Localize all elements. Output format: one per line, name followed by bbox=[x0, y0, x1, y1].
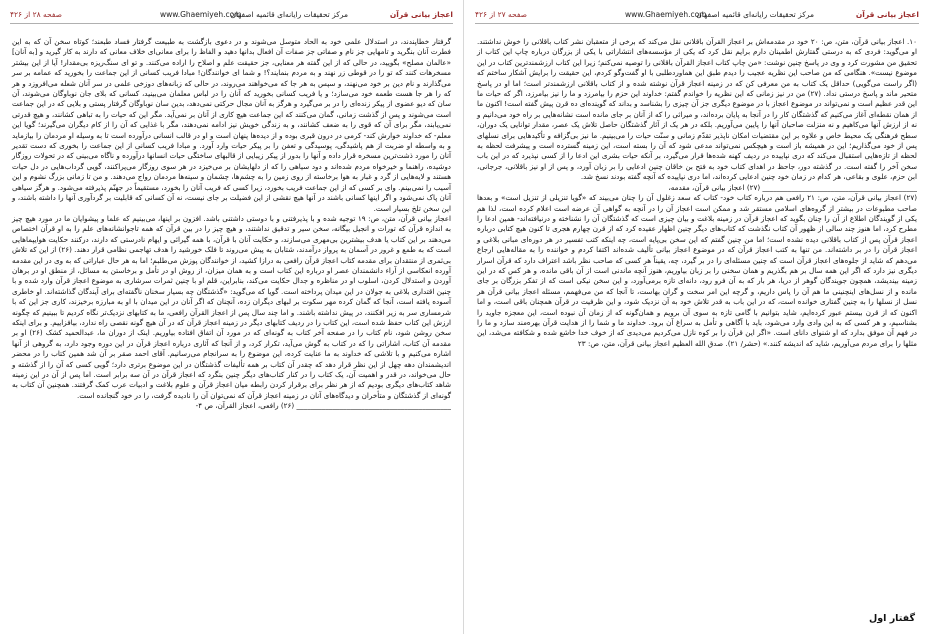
page-body bbox=[477, 37, 917, 626]
publisher-name: مرکز تحقیقات رایانه‌ای قائمیه اصفهان bbox=[696, 10, 814, 19]
book-title: اعجاز بیانی قرآن bbox=[855, 10, 919, 19]
page-header bbox=[475, 9, 919, 23]
page-header bbox=[10, 9, 453, 23]
header-rule bbox=[475, 23, 919, 24]
section-heading: گفتار اول bbox=[869, 613, 915, 624]
body-paragraph: ۱۰. اعجاز بیانی قرآن، متن، ص: ۲۰ خود در مقدمه‌اش بر اعجاز القرآن باقلانی نقل می‌کند که برخی از متعقبان نشر کتاب باقلانی را خوش نداشتند. او می‌گوید: فردی که به درستی گفتارش اطمینان دارم برایم نقل کرد که یکی از مؤسسه‌های انتشاراتی با یکی از بزرگان درباره چاپ این کتاب از تحقیق من مشورت کرد و وی در پاسخ چنین نوشت: «من چاپ کتاب اعجاز القرآن باقلانی را توصیه نمی‌کنم؛ زیرا این کتاب ارزشمندترین کتاب در این موضوع نیست». هنگامی که من صاحب این نظریه عجیب را دیدم طبق این هماوردطلبی با او گفت‌وگو کردم، این حقیقت را برایش آشکار ساختم که (اگر راست می‌گویی) حداقل یک کتاب به من معرفی کن که در زمینه اعجاز قرآن نوشته شده و از کتاب باقلانی ارزشمندتر است؛ اما او در پاسخ متحیر ماند و پاسخ درستی نداد. (۲۷) من در نیز زمانی که این نظریه را خواندم گفتم: خداوند این حزم را بیامرزد و ما را نیز بیامرزد، اگر که حیات ما این قدر عظیم است و نمی‌تواند در موضوع اعجاز با در موضوع دیگری جز آن چیزی را بشناسد و بداند که گوینده‌ای ده قرن پیش گفته است! اکنون ما از همان نقطه‌ای آغاز می‌کنیم که گذشتگان کار را در آنجا به پایان برده‌اند، و میراثی را که از آنان بر جای مانده است نشانه‌هایی بر راه خود می‌دانیم و نه از ارزش آنها می‌کاهیم و نه منزلت صاحبان آنها را پایین می‌آوریم. بلکه در هر یک از آثار گذشتگان حاصل تلاش یک عصر، مقدار توانایی یک دوران، سطح فرهنگی یک محیط خاص و علاوه بر این مقتضیات امکان ناپذیر تقدّم زمانی و سنّت حیات را می‌بینیم. ما نیز بی‌گزافه و تأکیدهایی برای نسلهای پس از خود می‌گذاریم؛ این در همیشه باز است و هیچکس نمی‌تواند مدعی شود که آن را بسته است، این زمینه گسترده است و پیشرفت لحظه به لحظه از تازه‌هایی استقبال می‌کند که دری نپاییده در ردیف کهنه شده‌ها قرار می‌گیرد، بر آنکه حیات بشری این ادعا را از کسی نپذیرد که در این باب سخن آخر را گفته است. در گذشته دور، جاحظ در اهدای کتاب خود به فتح بن خاقان چنین ادعایی را بر زبان آورد، و پس از او نیز باقلانی، جرجانی، ابن حزم، علوی و بقاعی، هر کدام در زمان خود چنین ادعایی کرده‌اند، اما دری نپاییده که آنچه گفته بودند نسخ شد. bbox=[477, 37, 917, 182]
book-title: اعجاز بیانی قرآن bbox=[389, 10, 453, 19]
left-page bbox=[0, 0, 464, 634]
header-rule bbox=[10, 23, 453, 24]
body-paragraph: گرفتار خطاپندند، در استدلال علمی خود به الحاد متوسل می‌شوند و در دعوی بازگشت به طبیعت گرفتار فساد طبعند؛ کوتاه سخن آن که به این فطرت آنان بنگرید و تامهایی جز نام و صفاتی جز صفات آن افعال بدانها دهید و الفاظ را برای معانی‌ای خلاف معانی که دارند به کار گیرید و [به آنان] «عالمان مصلح» بگویید، در حالی که از این گفته هر معنایی، جز حقیقت علم و اصلاح را اراده می‌کنند. و تو ای سنگ‌ریزه بی‌مقدار! آیا از این بیشتر مسخرهات کنند که تو را در قوطی زر نهند و به مردم بنمایند؟! و شما ای خوانندگان! مبادا فریب کسانی از این جماعت را بخورید که عمامه بر سر می‌گذارند و نام دین بر خود می‌نهند، و سپس به هر جا که می‌خواهند می‌روند، در حالی که زبانه‌های دوزخی علمی در سر آنان شعله می‌افروزد و هر که را هر جا هست طعمه خود می‌سازد؛ و یا فریب کسانی بخورید که آنان را در لباس معلمان می‌بینید، کسانی که بلای جان نوباوگان می‌شوند، آن سان که دیو عضوی از پیکر زنده‌ای را در بر می‌گیرد و هرگز به آنان مجال حرکتی نمی‌دهد، بدین سان نوباوگان گرفتار پستی و بلایی که در این جماعت است می‌شوند و پس از گذشت زمانی، گمان می‌کنند که این جماعت هیچ کاری از آنان بر نمی‌آید. مگر این که حیات را به تباهی کشانند، و هیچ قدرتی نمی‌یابند، مگر برای آن که قوی را به ضعف کشانند، و به زندگی خویش نیز ادامه نمی‌دهند، مگر با غذایی که آن را از کام دیگران می‌گیرند؛ گویا این معلم- که خداوند خوارش کند- کرمی در درون قبری بوده و از دیده‌ها پنهان است و او در قالب انسانی درآورده است تا به وسیله او مردمان را بیازماید و به واسطه او ضربت از هم پاشیدگی، پوسیدگی و تعفن را بر پیکر حیات وارد آورد. و مبادا فریب کسانی از این جماعت را بخوری که دست تقدیر آنان را مورد ذشت‌ترین مسخره قرار داده و آنها را بدور از پیکر زیبایی از قالبهای ساختگی حیات انسانها درآورده و ناگاه می‌بینی که در تحولات روزگار دوشیده، راهنما و خیرخواه مردم شده‌اند و دود سیاهی را که از دلهایشان بر می‌خیزد در هر سوی روزگار می‌پراکنند، گویی گرداب‌هایی در دل حیات هستند و لایه‌هایی از گرد و غبار به هوا برخاسته از روی زمین را به چشم‌ها، چشمان و سینه‌ها مردمان رواج می‌دهند. و من تا زمانی بزرگ نشوم و این آسیب را نمی‌بینم. وای بر کسی که از این جماعت فریب بخورد، زیرا کسی که فریب آنان را بخورد، مستقیماً در جهنّم پذیرفته می‌شود. و هرگز سیاهی آنان پاک نمی‌شود و اگر اینها کسانی باشند در آنها هیچ نقشی از این فضیلت بر جای نیست، نه آن کسانی که قابلیت بر گردآوری آنها را داشته باشند، و این سخن تلخ بسیار است. bbox=[11, 37, 451, 213]
body-paragraph: (۲۷) اعجاز بیانی قرآن، متن، ص: ۲۱ رافعی هم درباره کتاب خود- کتاب که سعد زغلول آن را چنان می‌بیند که «گویا تنزیلی از تنزیل است» و بعدها صاحب مطبوعات در بیشتر از گروه‌های اسلامی مستقر شد و ممکن است اعجاز آن را در آنچه به گواهی آن عرضه است اعلام کرده است، لذا هم یکی از گویندگان اطلاع از آن را چنان بگوید که اعجاز قرآن در زمینه بلاغت و بیان چیزی است که گذشتگان آن را نشناخته و درنیافته‌اند- همین ادعا را مطرح کرد، اما هنوز چند سالی از ظهور آن کتاب نگذشت که کتاب‌های دیگر چنین اظهار عقیده کرد که از قرن چهارم هجری تا کنون هیچ کتابی درباره اعجاز قرآن پس از کتاب باقلانی دیده نشده است؛ اما من چنین گفتم که این سخن بی‌پایه است، چه اینکه کتب تفسیر در هر دوره‌ای مبانی بلاغی و اعجاز قرآن را در بر داشته‌اند. من تنها به کتب اعجاز قرآن که در موضوع اعجاز بیانی تألیف شده‌اند اکتفا کردم و خواننده را به مقاله‌هایی ارجاع می‌دهم که شاید از جلوه‌های اعجاز قرآن است که چنین مسئله‌ای را در بر گیرد، چه، یقیناً هر کسی که صاحب نظر باشد اعتراف دارد که قرآن اسرار دیگری نیز دارد که اگر این همه سال بر هم بگذریم و همان سخنی را بر زبان بیاوریم، هنوز آنچه ماندنی است از آن باقی مانده، و هر کس که در این زمینه بیندیشد، همچون جویندگان گوهر از دریا، هر بار که به آن فرو رود، دانه‌ای تازه برمی‌آورد، و این سخن نیکی است که از تفکر بزرگان بر جای مانده و از نسل‌های اینچنینی ما هم آن را پاس داریم، و گرچه این امر سخت و گران بهاست، تا آنجا که من می‌فهمم، مسئله اعجاز بیانی قرآن هر نسل از نسلها را به چنین گفتاری خوانده است، که در این باب به قدر تلاش خود به آن نزدیک شود، و این ظرفیت در قرآن همچنان باقی است، و اما اکنون که از قرن بیستم عبور کرده‌ایم، شاید بتوانیم با گامی تازه به سوی آن برویم و همان‌گونه که از زمان آن نبوده است، این معجزه جاوید را بشناسیم، و هر کسی که به این وادی وارد می‌شود، باید با آگاهی و تأمل به سراغ آن برود. خداوند ما و شما را از هدایت قرآن بهره‌مند سازد و ما را در فهم آن موفق بدارد که او شنوای دانای است. «اگر این قرآن را بر کوه نازل می‌کردیم می‌دیدی که از خوف خدا خاشع شده و شکافته می‌شد، این مثلها را برای مردم می‌آوریم، شاید که اندیشه کنند.» (حشر/ ۲۱). صدق الله العظیم اعجاز بیانی قرآن، متن، ص: ۲۳ bbox=[477, 193, 917, 348]
footnote-separator: ___________________________________________ (۲۶) رافعی، اعجاز القرآن، ص ۴- bbox=[195, 401, 451, 411]
right-page bbox=[465, 0, 929, 634]
page-body bbox=[12, 37, 451, 626]
website-link[interactable]: www.Ghaemiyeh.com bbox=[160, 10, 242, 19]
page-number: صفحه ۲۸ از ۴۲۶ bbox=[10, 10, 63, 19]
footnote-separator: ___________________________________________ (۲۷) اعجاز بیانی قرآن، مقدمه، bbox=[668, 182, 917, 192]
page-number: صفحه ۲۷ از ۴۲۶ bbox=[475, 10, 528, 19]
body-paragraph: اعجاز بیانی قرآن، متن، ص: ۱۹ توجیه شده و با پذیرفتنی و با دوستی داشتنی باشد. افزون بر اینها، می‌بینیم که علما و پیشوایان ما در مورد هیچ چیز به اندازه قرآن که تورات و انجیل بیگانه، سخن سیر و تدقیق نداشتند، و هیچ چیز را در بین قرآن که همه تاجوانشانه‌های علم را به او قرآن اختصاص می‌دهند بر این کتاب یا هدف بیشترین بی‌مهری می‌سازند، و حکایت آنان با قرآن، با همه گیرائی و ایهام نادرستی که دارند، درکنند حکایت هوایپماهایی است که به طمع و غرور در آسمان به پرواز درآمدند، شتابان به پیش می‌روند تا فلک خورشید را هدف تهاجمی نظامی قرار دهند. (۲۶) از این که تلاش بی‌ثمری از منتقدان برای مقدمه کتاب اعجاز قرآن رافعی به درازا کشید، از خوانندگان پوزش می‌طلبم؛ اما به هر حال عباراتی که به وی در این مقدمه آورده انعکاسی از آراء دانشمندان عصر او درباره این کتاب است و به همان میزان، از روش او در تأمل و برخاستن به مسائل، از منطق او در برهان آوردن و استدلال کردن، اسلوب او در مناظره و جدال حکایت می‌کند، بنابراین، قلم او با چنین ثمرات سرشاری به موضوع اعجاز قرآن وارد شده و با چنین اقتداری بلاغی به جولان در این میدان پرداخته است. گویا که می‌گوید: «گذشتگان چه بسیار سخنان ناگفته‌ای برای آیندگان گذاشته‌اند. او خاطری آسوده یافته است، آنجا که گمان کرده مهر سکوت بر لبهای دیگران زده، آنچنان که اگر آنان در این میدان با او به مبارزه برخیزند، کاری جز این که با شرمساری سر به زیر افکنند، در پیش نداشته باشند. و اما چند سال پس از اعجاز القرآن رافعی، ما به کتابهای نزدیک‌تر نگاه کردیم تا ببینیم که چگونه ارزش این کتاب حفظ شده است، این کتاب را در ردیف کتابهای دیگر در زمینه اعجاز قرآن که در آن هیچ گونه نقصی راه ندارد، بیافزاییم. و برای اینکه سخن روشن شود، نام کتاب را در صفحه آخر کتاب به گونه‌ای که در مورد آن اتفاق افتاده بیاوریم. اینک از دوران ما، عبدالحمید کشک (۲۶) او بر مقدمه آن کتاب، اشاراتی را که در کتاب به گوش می‌آید، تکرار کرد، و از آنجا که آثاری درباره اعجاز قرآن در این دوره وجود دارد، به گروهی از آنها اشاره می‌کنیم و با تلاشی که خداوند به ما عنایت کرده، این موضوع را به سرانجام می‌رسانیم. آقای احمد صقر بر آن شد همین کتاب را در محضر اندیشمندان دهه چهل از این نظر قرار دهد که چقدر آن کتاب بر همه تألیفات گذشتگان در این موضوع برتری دارد؛ گویی کسی که آن را از گذشته و حال می‌خواند، در قدر و اهمیت آن، یک کتاب را در کنار کتاب‌های دیگر چنین بنگرد که اعجاز قرآن در آن سه برابر است. اما پس از آن در این زمینه شاهد کتاب‌های دیگری بودیم که از هر نظر برای برقرار کردن رابطه میان اعجاز قرآن و علوم بلاغت و ادبیات عرب کمک گرفتند. همچنین آن کتاب به گونه‌ای از گذشتگان و متأخران و دیدگاه‌های آنان در زمینه اعجاز قرآن که نمی‌توان آن را نادیده گرفت، را در خود گنجانده است. bbox=[12, 213, 451, 400]
website-link[interactable]: www.Ghaemiyeh.com bbox=[625, 10, 707, 19]
publisher-name: مرکز تحقیقات رایانه‌ای قائمیه اصفهان bbox=[230, 10, 348, 19]
